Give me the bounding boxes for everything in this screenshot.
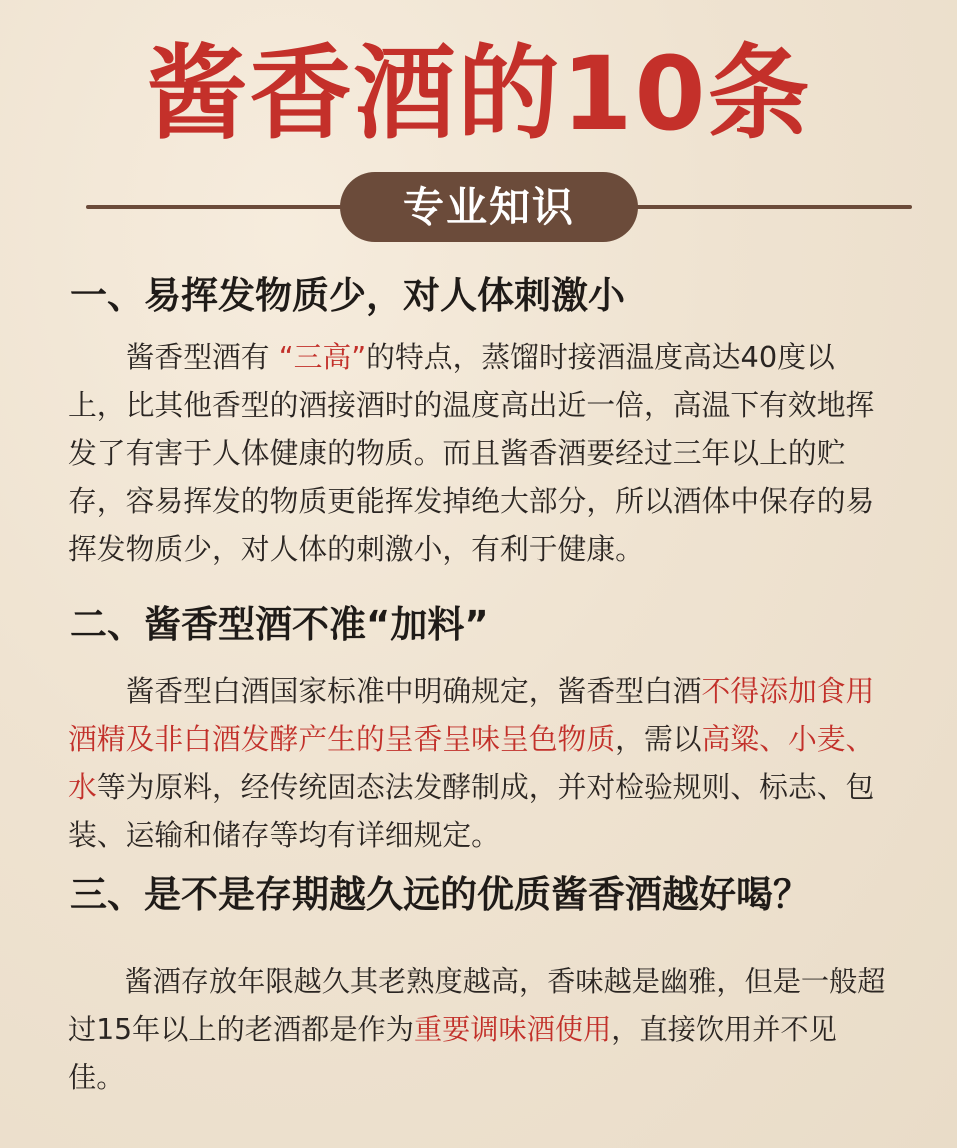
banner-divider-left <box>86 205 348 209</box>
page-title: 酱香酒的10条 <box>145 35 812 154</box>
section-2-text-1: 酱香型白酒国家标准中明确规定，酱香型白酒 <box>125 674 702 708</box>
section-2-text-3: 等为原料，经传统固态法发酵制成，并对检验规则、标志、包装、运输和储存等均有详细规定。 <box>68 770 875 852</box>
section-3-text-1: 酱酒存放年限越久其老熟度越高，香味越是幽雅，但是一般超过15年以上的老酒都是作为 <box>68 965 886 1046</box>
banner-divider-right <box>631 205 912 209</box>
section-2-text-2: ，需以 <box>615 722 702 756</box>
banner-label: 专业知识 <box>340 172 638 242</box>
section-1-text-1: 酱香型酒有 <box>125 340 279 374</box>
section-2-body <box>68 667 890 859</box>
section-3-body <box>68 958 890 1102</box>
section-1-body <box>68 333 890 573</box>
section-3-highlight-1: 重要调味酒使用 <box>413 1013 612 1046</box>
section-2-highlight-2: 高粱、小麦、水 <box>68 722 875 804</box>
section-3-text-2: ，直接饮用并不见佳。 <box>68 1013 837 1094</box>
section-2-heading: 二、酱香型酒不准“加料” <box>70 603 489 646</box>
section-2-highlight-1: 不得添加食用酒精及非白酒发酵产生的呈香呈味呈色物质 <box>68 674 875 756</box>
section-banner <box>86 172 912 242</box>
section-1-highlight-1: “三高” <box>278 340 367 374</box>
section-1-text-2: 的特点，蒸馏时接酒温度高达40度以上，比其他香型的酒接酒时的温度高出近一倍，高温下有效地挥发了有害于人体健康的物质。而且酱香酒要经过三年以上的贮存，容易挥发的物质更能挥发掉绝大部分，所以酒体中保存的易挥发物质少，对人体的刺激小，有利于健康。 <box>68 340 875 566</box>
section-3-heading: 三、是不是存期越久远的优质酱香酒越好喝？ <box>70 873 810 916</box>
section-1-heading: 一、易挥发物质少，对人体刺激小 <box>70 274 625 317</box>
